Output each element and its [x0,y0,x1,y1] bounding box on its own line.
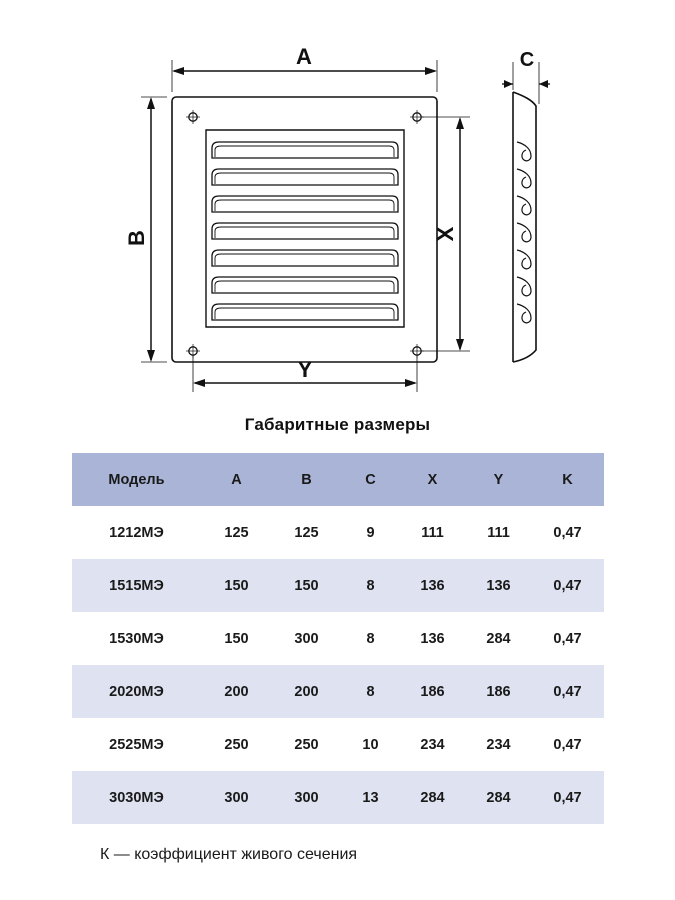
table-row [72,665,604,718]
dimension-c [502,49,550,104]
label-c: C [519,49,535,71]
column-header-c: C [365,471,376,488]
arrow-y-right [405,379,417,387]
cell-model: 1212МЭ [109,524,164,541]
label-a: A [296,44,312,69]
cell-y: 234 [486,736,511,753]
cell-x: 234 [420,736,445,753]
table-head [72,453,604,506]
cell-y: 284 [486,789,511,806]
table-note: К — коэффициент живого сечения [100,846,358,863]
louver-slat [212,304,398,320]
louver-slats [212,142,398,320]
side-profile-front [513,92,536,362]
table-row [72,771,604,824]
cell-b: 125 [294,524,319,541]
table-row [72,506,604,559]
arrow-a-right [425,67,437,75]
side-louver-hook [517,223,531,242]
arrow-c-right [539,80,548,88]
label-y: Y [297,357,313,382]
arrow-a-left [172,67,184,75]
side-louver-hook [517,277,531,296]
side-louver-hooks [517,142,531,323]
side-louver-hook [517,169,531,188]
cell-k: 0,47 [553,630,582,647]
cell-b: 150 [294,577,319,594]
side-view [513,92,536,362]
cell-b: 300 [294,630,319,647]
column-header-b: B [301,471,312,488]
cell-a: 125 [224,524,249,541]
cell-model: 1530МЭ [109,630,164,647]
cell-model: 1515МЭ [109,577,164,594]
cell-y: 284 [486,630,511,647]
cell-model: 2020МЭ [109,683,164,700]
dimension-a [172,44,437,92]
table-row [72,612,604,665]
grille-drawing-svg [0,0,675,420]
table-body [72,506,604,824]
cell-b: 250 [294,736,319,753]
cell-c: 10 [362,736,379,753]
arrow-x-top [456,117,464,129]
dimensions-table [72,453,604,824]
dimension-b [124,97,167,362]
cell-a: 150 [224,577,249,594]
column-header-a: A [231,471,242,488]
cell-c: 8 [366,577,375,594]
louver-slat [212,223,398,239]
cell-y: 186 [486,683,511,700]
louver-slat [212,142,398,158]
arrow-b-bottom [147,350,155,362]
cell-x: 111 [421,524,444,541]
arrow-c-left [504,80,513,88]
cell-k: 0,47 [553,789,582,806]
arrow-b-top [147,97,155,109]
cell-c: 8 [366,630,375,647]
cell-y: 111 [487,524,510,541]
table-header-row [72,453,604,506]
side-louver-hook [517,196,531,215]
cell-k: 0,47 [553,736,582,753]
cell-x: 136 [420,577,445,594]
cell-k: 0,47 [553,577,582,594]
technical-drawing [0,0,675,420]
cell-a: 300 [224,789,249,806]
label-b: B [124,230,149,246]
louver-slat [212,196,398,212]
louver-slat [212,250,398,266]
side-louver-hook [517,250,531,269]
cell-c: 8 [366,683,375,700]
dimension-x [422,117,470,351]
dimensions-section [0,415,675,864]
cell-model: 2525МЭ [109,736,164,753]
louver-slat [212,277,398,293]
side-louver-hook [517,304,531,323]
column-header-y: Y [493,471,504,488]
cell-x: 284 [420,789,445,806]
louver-slat [212,169,398,185]
cell-model: 3030МЭ [109,789,164,806]
front-view [172,97,437,362]
cell-a: 250 [224,736,249,753]
arrow-y-left [193,379,205,387]
column-header-x: X [427,471,438,488]
cell-k: 0,47 [553,524,582,541]
arrow-x-bottom [456,339,464,351]
cell-c: 13 [362,789,379,806]
column-header-k: K [562,471,573,488]
column-header-model: Модель [108,471,165,488]
cell-b: 200 [294,683,319,700]
cell-b: 300 [294,789,319,806]
cell-y: 136 [486,577,511,594]
label-x: X [433,226,458,242]
table-row [72,718,604,771]
cell-k: 0,47 [553,683,582,700]
table-title: Габаритные размеры [244,415,431,434]
cell-c: 9 [366,524,375,541]
cell-x: 136 [420,630,445,647]
cell-a: 150 [224,630,249,647]
side-louver-hook [517,142,531,161]
louver-field-border [206,130,404,327]
cell-a: 200 [224,683,249,700]
table-row [72,559,604,612]
cell-x: 186 [420,683,445,700]
